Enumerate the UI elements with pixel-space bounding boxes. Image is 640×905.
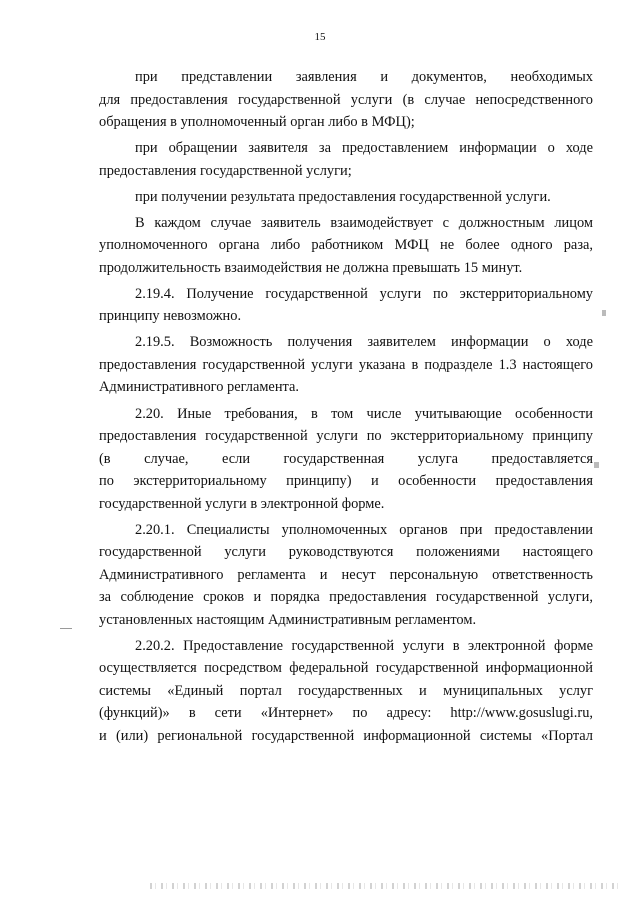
text-line: за соблюдение сроков и порядка предоставления государственной услуги, — [99, 589, 593, 606]
text-line: предоставления государственной услуги по экстерриториальному принципу — [99, 428, 593, 445]
text-line: 2.19.5. Возможность получения заявителем информации о ходе — [135, 334, 593, 351]
paragraph-2-20 — [99, 403, 593, 516]
scan-artifact — [60, 628, 72, 629]
scan-artifact — [602, 310, 606, 316]
paragraph-2-20-1 — [99, 519, 593, 632]
text-line: осуществляется посредством федеральной государственной информационной — [99, 660, 593, 677]
text-line: государственной услуги в электронной форме. — [99, 495, 385, 512]
text-line: обращения в уполномоченный орган либо в МФЦ); — [99, 114, 415, 130]
scan-noise-strip — [150, 883, 620, 889]
paragraph-2-19-4 — [99, 283, 593, 328]
text-line: при обращении заявителя за предоставлением информации о ходе — [135, 140, 593, 157]
paragraph-information-request — [99, 137, 593, 182]
text-line: предоставления государственной услуги; — [99, 162, 352, 179]
text-line: установленных настоящим Административным регламентом. — [99, 611, 477, 628]
text-line: по экстерриториальному принципу) и особенности предоставления — [99, 473, 593, 490]
text-line: Административного регламента и несут персональную ответственность — [99, 566, 593, 583]
document-body — [99, 66, 593, 751]
text-line: при получении результата предоставления государственной услуги. — [135, 188, 551, 205]
scan-artifact — [594, 462, 599, 468]
paragraph-result-receipt — [99, 186, 593, 209]
page-number: 15 — [314, 31, 326, 43]
text-line: системы «Единый портал государственных и муниципальных услуг — [99, 682, 593, 699]
text-line: при представлении заявления и документов, необходимых — [135, 69, 593, 85]
text-line: (в случае, если государственная услуга предоставляется — [99, 450, 593, 467]
text-line: уполномоченного органа либо работником МФЦ не более одного раза, — [99, 237, 593, 254]
text-line: принципу невозможно. — [99, 308, 242, 325]
text-line: предоставления государственной услуги указана в подразделе 1.3 настоящего — [99, 356, 593, 373]
paragraph-2-19-5 — [99, 331, 593, 399]
text-line: и (или) региональной государственной информационной системы «Портал — [99, 727, 593, 744]
text-line: (функций)» в сети «Интернет» по адресу: http://www.gosuslugi.ru, — [99, 705, 593, 722]
text-line: 2.20. Иные требования, в том числе учитывающие особенности — [135, 405, 593, 422]
text-line: В каждом случае заявитель взаимодействует с должностным лицом — [135, 214, 593, 231]
text-line: 2.20.2. Предоставление государственной услуги в электронной форме — [135, 637, 593, 654]
text-line: 2.20.1. Специалисты уполномоченных органов при предоставлении — [135, 521, 593, 538]
paragraph-2-20-2 — [99, 635, 593, 748]
text-line: для предоставления государственной услуги (в случае непосредственного — [99, 91, 593, 108]
text-line: 2.19.4. Получение государственной услуги по экстерриториальному — [135, 285, 593, 302]
text-line: государственной услуги руководствуются положениями настоящего — [99, 544, 593, 561]
paragraph-submission-cases — [99, 66, 593, 134]
paragraph-interaction-limit — [99, 212, 593, 280]
text-line: продолжительность взаимодействия не должна превышать 15 минут. — [99, 259, 523, 276]
text-line: Административного регламента. — [99, 379, 299, 396]
